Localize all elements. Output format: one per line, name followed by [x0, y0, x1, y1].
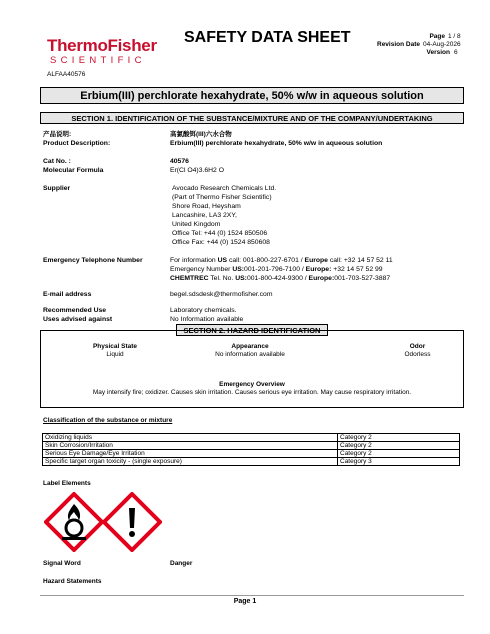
product-description-value-cjk: 高氯酸铒(III)六水合物 — [170, 131, 232, 138]
emergency-overview-label: Emergency Overview — [219, 381, 285, 388]
emergency-line-3: CHEMTREC Tel. No. US:001-800-424-9300 / Europe:001-703-527-3887 — [170, 275, 391, 282]
table-row — [43, 458, 460, 466]
exclamation-mark-icon — [102, 492, 162, 552]
page-number: Page 1 — [233, 598, 257, 605]
hazard-cell: Specific target organ toxicity - (single exposure) — [43, 458, 338, 466]
product-description-label-cjk: 产品说明: — [43, 131, 72, 138]
signal-word-label: Signal Word — [43, 560, 81, 567]
category-cell: Category 2 — [338, 450, 460, 458]
supplier-line: Avocado Research Chemicals Ltd. — [172, 185, 277, 192]
supplier-line: Office Tel: +44 (0) 1524 850506 — [172, 230, 268, 237]
footer-divider — [40, 595, 464, 596]
page-value: 1 / 8 — [448, 33, 461, 40]
supplier-line: Shore Road, Heysham — [172, 203, 241, 210]
version-label: Version — [426, 49, 450, 56]
appearance-value: No information available — [215, 351, 285, 358]
recommended-use-label: Recommended Use — [43, 307, 107, 314]
uses-advised-against-label: Uses advised against — [43, 316, 113, 323]
classification-table — [42, 433, 460, 466]
category-cell: Category 2 — [338, 442, 460, 450]
emergency-phone-label: Emergency Telephone Number — [43, 257, 143, 264]
version-value: 6 — [454, 49, 458, 56]
hazard-overview-box — [40, 330, 464, 408]
molecular-formula-value: Er(Cl O4)3.6H2 O — [170, 167, 225, 174]
emergency-line-2: Emergency Number US:001-201-796-7100 / Europe: +32 14 57 52 99 — [170, 266, 383, 273]
appearance-label: Appearance — [231, 343, 269, 350]
cat-no-label: Cat No. : — [43, 158, 71, 165]
emergency-overview-text: May intensify fire; oxidizer. Causes skin irritation. Causes serious eye irritation. May cause respiratory irritation. — [92, 389, 412, 396]
physical-state-label: Physical State — [92, 343, 138, 350]
molecular-formula-label: Molecular Formula — [43, 167, 104, 174]
odor-label: Odor — [409, 343, 426, 350]
email-label: E-mail address — [43, 291, 92, 298]
section-1-heading: SECTION 1. IDENTIFICATION OF THE SUBSTANCE/MIXTURE AND OF THE COMPANY/UNDERTAKING — [40, 112, 464, 124]
signal-word-value: Danger — [170, 560, 193, 567]
odor-value: Odorless — [404, 351, 431, 358]
physical-state-value: Liquid — [106, 351, 124, 358]
table-row — [43, 434, 460, 442]
emergency-phone-lines — [170, 256, 393, 283]
product-title: Erbium(III) perchlorate hexahydrate, 50% w/w in aqueous solution — [40, 87, 464, 104]
revision-date: 04-Aug-2026 — [423, 41, 461, 48]
table-row — [43, 442, 460, 450]
label-elements-heading: Label Elements — [43, 480, 91, 487]
email-value[interactable]: begel.sdsdesk@thermofisher.com — [170, 291, 273, 298]
category-cell: Category 3 — [338, 458, 460, 466]
document-reference: ALFAA40576 — [47, 71, 86, 78]
page-label: Page — [429, 33, 445, 40]
classification-heading: Classification of the substance or mixture — [43, 417, 173, 424]
recommended-use-value: Laboratory chemicals. — [170, 307, 237, 314]
hazard-cell: Serious Eye Damage/Eye Irritation — [43, 450, 338, 458]
company-logo-subtitle: SCIENTIFIC — [50, 55, 146, 66]
category-cell: Category 2 — [338, 434, 460, 442]
company-logo: ThermoFisher — [47, 36, 157, 55]
hazard-cell: Oxidizing liquids — [43, 434, 338, 442]
cat-no-value: 40576 — [170, 158, 189, 165]
supplier-line: Office Fax: +44 (0) 1524 850608 — [172, 239, 270, 246]
flame-over-circle-icon — [44, 492, 104, 552]
product-description-label: Product Description: — [43, 140, 111, 147]
revision-label: Revision Date — [377, 41, 420, 48]
hazard-statements-heading: Hazard Statements — [43, 578, 102, 585]
supplier-label: Supplier — [43, 185, 71, 192]
uses-advised-against-value: No Information available — [170, 316, 244, 323]
product-description-value: Erbium(III) perchlorate hexahydrate, 50% w/w in aqueous solution — [170, 140, 383, 147]
supplier-line: United Kingdom — [172, 221, 221, 228]
emergency-line-1: For information US call: 001-800-227-6701 / Europe call: +32 14 57 52 11 — [170, 257, 393, 264]
supplier-line: Lancashire, LA3 2XY, — [172, 212, 237, 219]
supplier-address — [172, 184, 276, 247]
document-title: SAFETY DATA SHEET — [184, 29, 351, 46]
table-row — [43, 450, 460, 458]
section-2-heading: SECTION 2. HAZARD IDENTIFICATION — [176, 324, 328, 336]
supplier-line: (Part of Thermo Fisher Scientific) — [172, 194, 272, 201]
hazard-cell: Skin Corrosion/Irritation — [43, 442, 338, 450]
